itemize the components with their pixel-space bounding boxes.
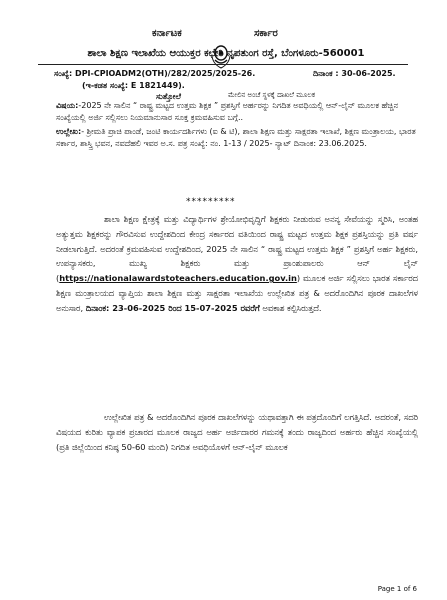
e-file-number: (ಇ-ಕಡತ ಸಂಖ್ಯೆ: E 1821449). [82, 81, 185, 90]
reference-number: ಸಂಖ್ಯೆ: DPI-CPIOADM2(OTH)/282/2025/2025-26. [54, 69, 256, 78]
reference-block: ಉಲ್ಲೇಖ:- ಶ್ರೀಮತಿ ಪ್ರಾಚಿ ಪಾಂಡೆ, ಜಂಟಿ ಕಾರ್ಯದರ್ಶಿಗಳು (ಐ & ಟಿ), ಶಾಲಾ ಶಿಕ್ಷಣ ಮತ್ತು ಸಾಕ್ಷರತಾ ಇಲಾಖೆ, ಶಿಕ್ಷಣ ಮಂತ್ರಾಲಯ, ಭಾರತ ಸರ್ಕಾರ, ಶಾಸ್ತ್ರಿ ಭವನ, ನವದೆಹಲಿ ಇವರ ಅ.ಸ. ಪತ್ರ ಸಂಖ್ಯೆ: ನಂ. 1-13 / 2025- ನ್ಯಾಟ್ ದಿನಾಂಕ: 23.06.2025. [56, 127, 416, 148]
letter-date: ದಿನಾಂಕ : 30-06-2025. [313, 69, 396, 78]
separator-stars: ********* [186, 197, 236, 207]
circular-title: ಸುತ್ತೋಲೆ [156, 92, 181, 101]
office-address: ಶಾಲಾ ಶಿಕ್ಷಣ ಇಲಾಖೆಯ ಆಯುಕ್ತರ ಕಛೇರಿ ನೃಪತುಂಗ ರಸ್ತೆ, ಬೆಂಗಳೂರು-560001 [87, 48, 365, 59]
state-name: ಕರ್ನಾಟಕ [152, 28, 182, 39]
page-number: Page 1 of 6 [377, 585, 417, 593]
header-divider [38, 64, 408, 65]
subject-block: ವಿಷಯ:-2025 ನೇ ಸಾಲಿನ “ ರಾಷ್ಟ್ರ ಮಟ್ಟದ ಉತ್ತಮ ಶಿಕ್ಷಕ ” ಪ್ರಶಸ್ತಿಗೆ ಅರ್ಹರನ್ನು ನಿಗದಿತ ಅವಧಿಯಲ್ಲಿ ಆನ್-ಲೈನ್ ಮೂಲಕ ಹೆಚ್ಚಿನ ಸಂಖ್ಯೆಯಲ್ಲಿ ಅರ್ಜಿ ಸಲ್ಲಿಸಲು ನಿಯಮಾನುಸಾರ ಸೂಕ್ತ ಕ್ರಮವಹಿಸುವ ಬಗ್ಗೆ.. [56, 101, 399, 122]
dispatch-note: ಮೇಲಿನ ಅಂಚೆ ಸ್ಥಳಕ್ಕೆ ದಾಖಲೆ ಮೂಲಕ [228, 91, 316, 99]
body-paragraph-1: ಶಾಲಾ ಶಿಕ್ಷಣ ಕ್ಷೇತ್ರಕ್ಕೆ ಮತ್ತು ವಿದ್ಯಾರ್ಥಿಗಳ ಶ್ರೇಯೋಭಿವೃದ್ಧಿಗೆ ಶಿಕ್ಷಕರು ನೀಡುರುವ ಅನನ್ಯ ಸೇವೆಯನ್ನು ಸ್ಮರಿಸಿ, ಅಂತಹ ಅತ್ಯುತ್ತಮ ಶಿಕ್ಷಕರನ್ನು ಗೌರವಿಸುವ ಉದ್ದೇಶದಿಂದ ಕೇಂದ್ರ ಸರ್ಕಾರದ ವತಿಯಿಂದ ರಾಷ್ಟ್ರ ಮಟ್ಟದ ಉತ್ತಮ ಶಿಕ್ಷಕ ಪ್ರಶಸ್ತಿಯನ್ನು ಪ್ರತಿ ವರ್ಷ ನೀಡಲಾಗುತ್ತಿದೆ. ಅದರಂತೆ ಕ್ರಮವಹಿಸುವ ಉದ್ದೇಶದಿಂದ, 2025 ನೇ ಸಾಲಿನ “ ರಾಷ್ಟ್ರ ಮಟ್ಟದ ಉತ್ತಮ ಶಿಕ್ಷಕ ” ಪ್ರಶಸ್ತಿಗೆ ಅರ್ಹ ಶಿಕ್ಷಕರು, ಉಪನ್ಯಾಸಕರು, ಮುಖ್ಯ ಶಿಕ್ಷಕರು ಮತ್ತು ಪ್ರಾಂಶುಪಾಲರು ಆನ್ ಲೈನ್ (https://nationalawardstoteachers.education.gov.in) ಮೂಲಕ ಅರ್ಜಿ ಸಲ್ಲಿಸಲು ಭಾರತ ಸರ್ಕಾರದ ಶಿಕ್ಷಣ ಮಂತ್ರಾಲಯದ ವ್ಯಾಪ್ತಿಯ ಶಾಲಾ ಶಿಕ್ಷಣ ಮತ್ತು ಸಾಕ್ಷರತಾ ಇಲಾಖೆಯ ಉಲ್ಲೇಖಿತ ಪತ್ರ & ಅದರೊಂದಿಗಿನ ಪೂರಕ ದಾಖಲೆಗಳ ಅನುಸಾರ, ದಿನಾಂಕ: 23-06-2025 ರಿಂದ 15-07-2025 ರವರೆಗೆ ಅವಕಾಶ ಕಲ್ಪಿಸಿರುತ್ತದೆ. [56, 214, 418, 313]
award-portal-link[interactable]: https://nationalawardstoteachers.education.gov.in [59, 273, 297, 284]
application-window: ದಿನಾಂಕ: 23-06-2025 ರಿಂದ 15-07-2025 ರವರೆಗೆ [85, 302, 260, 313]
government-word: ಸರ್ಕಾರ [254, 28, 278, 39]
letterhead [0, 26, 447, 46]
body-paragraph-2: ಉಲ್ಲೇಖಿತ ಪತ್ರ & ಅದರೊಂದಿಗಿನ ಪೂರಕ ದಾಖಲೆಗಳನ್ನು ಯಥಾವತ್ತಾಗಿ ಈ ಪತ್ರದೊಂದಿಗೆ ಲಗತ್ತಿಸಿದೆ. ಅದರಂತೆ, ಸದರಿ ವಿಷಯದ ಕುರಿತು ವ್ಯಾಪಕ ಪ್ರಚಾರದ ಮೂಲಕ ರಾಜ್ಯದ ಅರ್ಹ ಅರ್ಜಿದಾರರ ಗಮನಕ್ಕೆ ತಂದು ರಾಜ್ಯದಿಂದ ಅರ್ಹರು ಹೆಚ್ಚಿನ ಸಂಖ್ಯೆಯಲ್ಲಿ (ಪ್ರತಿ ಜಿಲ್ಲೆಯಿಂದ ಕನಿಷ್ಠ 50-60 ಮಂದಿ) ನಿಗದಿತ ಅವಧಿಯೊಳಗೆ ಆನ್-ಲೈನ್ ಮೂಲಕ [56, 412, 418, 452]
